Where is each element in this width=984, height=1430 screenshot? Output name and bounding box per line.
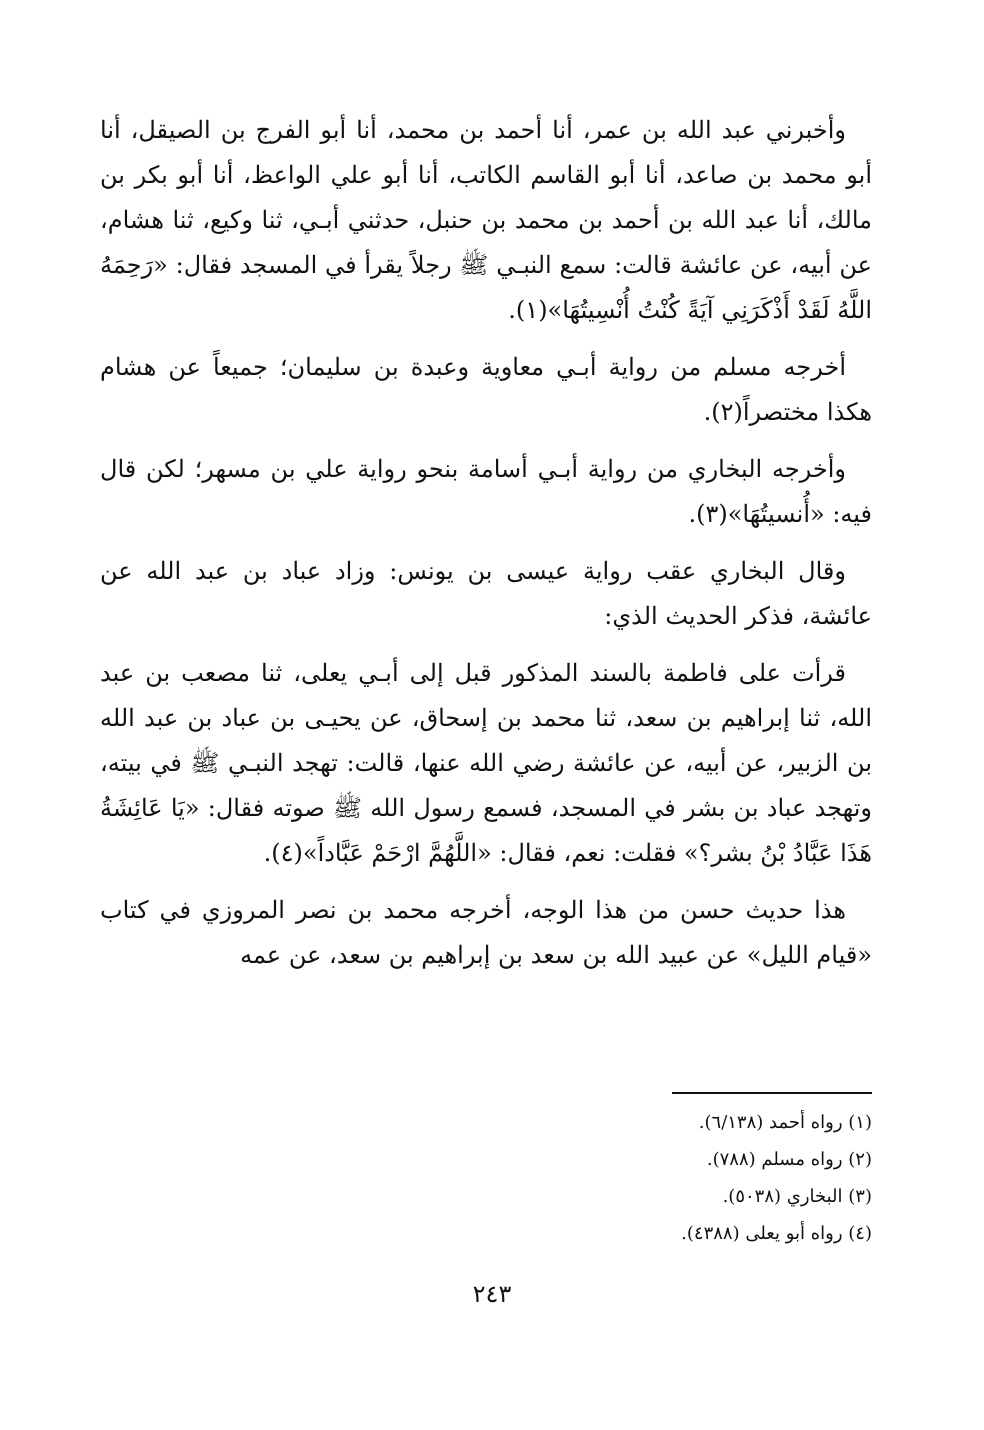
- paragraph-6: هذا حديث حسن من هذا الوجه، أخرجه محمد بن نصر المروزي في كتاب «قيام الليل» عن عبيد الله بن سعد بن إبراهيم بن سعد، عن عمه: [100, 896, 872, 969]
- paragraph-5: قرأت على فاطمة بالسند المذكور قبل إلى أبـي يعلى، ثنا مصعب بن عبد الله، ثنا إبراهيم بن سعد، ثنا محمد بن إسحاق، عن يحيـى بن عباد بن عبد الله بن الزبير، عن أبيه، عن عائشة رضي الله عنها، قالت: تهجد النبـي ﷺ في بيته، وتهجد عباد بن بشر في المسجد، فسمع رسول الله ﷺ صوته فقال: «يَا عَائِشَةُ هَذَا عَبَّادُ بْنُ بشر؟» فقلت: نعم، فقال: «اللَّهُمَّ ارْحَمْ عَبَّاداً»(٤).: [100, 659, 872, 867]
- paragraph-3: وأخرجه البخاري من رواية أبـي أسامة بنحو رواية علي بن مسهر؛ لكن قال فيه: «أُنسيتُهَا»(٣).: [100, 455, 872, 528]
- main-text: [100, 108, 872, 990]
- paragraph-1: وأخبرني عبد الله بن عمر، أنا أحمد بن محمد، أنا أبو الفرج بن الصيقل، أنا أبو محمد بن صاعد، أنا أبو القاسم الكاتب، أنا أبو علي الواعظ، أنا أبو بكر بن مالك، أنا عبد الله بن أحمد بن محمد بن حنبل، حدثني أبـي، ثنا وكيع، ثنا هشام، عن أبيه، عن عائشة قالت: سمع النبـي ﷺ رجلاً يقرأ في المسجد فقال: «رَحِمَهُ اللَّهُ لَقَدْ أَذْكَرَنِي آيَةً كُنْتُ أُنْسِيتُهَا»(١).: [100, 116, 872, 324]
- paragraph-2: أخرجه مسلم من رواية أبـي معاوية وعبدة بن سليمان؛ جميعاً عن هشام هكذا مختصراً(٢).: [100, 353, 872, 426]
- paragraph-4: وقال البخاري عقب رواية عيسى بن يونس: وزاد عباد بن عبد الله عن عائشة، فذكر الحديث الذي:: [100, 557, 872, 630]
- footnote-4: (٤) رواه أبو يعلى (٤٣٨٨).: [681, 1223, 872, 1244]
- footnote-1: (١) رواه أحمد (٦/١٣٨).: [698, 1112, 872, 1133]
- footnote-divider: [672, 1092, 872, 1094]
- footnote-3: (٣) البخاري (٥٠٣٨).: [722, 1186, 872, 1207]
- footnote-2: (٢) رواه مسلم (٧٨٨).: [706, 1149, 872, 1170]
- footnotes: [372, 1104, 872, 1252]
- page-number: ٢٤٣: [472, 1280, 512, 1308]
